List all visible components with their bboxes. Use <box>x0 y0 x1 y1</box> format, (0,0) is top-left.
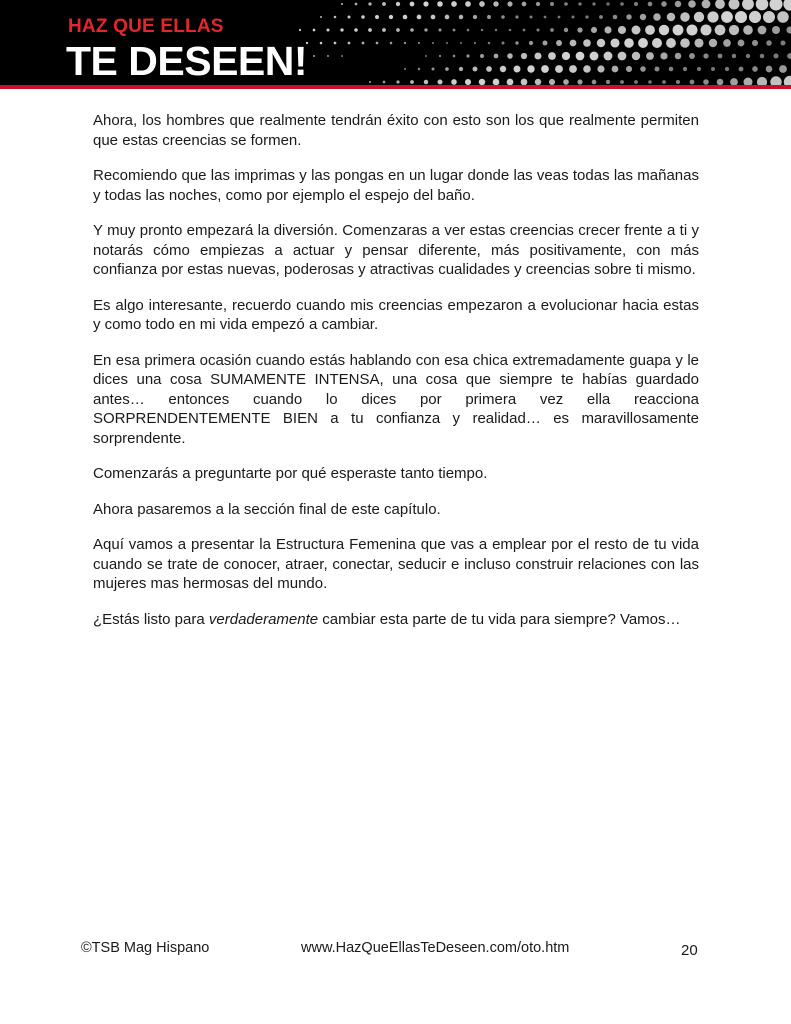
halftone-dot <box>383 81 386 84</box>
halftone-dot <box>362 42 365 45</box>
halftone-dot <box>529 41 533 45</box>
footer-url-link[interactable]: www.HazQueEllasTeDeseen.com/oto.htm <box>301 940 570 956</box>
halftone-dot <box>659 25 669 35</box>
halftone-dot <box>577 79 582 84</box>
halftone-dot <box>453 29 456 32</box>
halftone-dot <box>612 66 619 73</box>
halftone-dot <box>313 29 316 32</box>
closing-text-emphasis: verdaderamente <box>208 610 319 628</box>
halftone-dot <box>425 55 427 57</box>
halftone-dot <box>640 66 646 72</box>
halftone-dot <box>675 1 682 8</box>
halftone-dot <box>774 54 779 59</box>
halftone-dot <box>320 42 323 45</box>
halftone-dot <box>403 15 408 20</box>
halftone-dot <box>459 67 463 71</box>
halftone-dot <box>376 42 379 45</box>
halftone-dot <box>738 40 745 47</box>
halftone-dot <box>431 15 436 20</box>
halftone-dot <box>481 29 483 31</box>
halftone-dot <box>507 53 513 59</box>
halftone-dot <box>760 54 765 59</box>
halftone-dot <box>424 28 427 31</box>
halftone-dot <box>320 16 322 18</box>
halftone-dot <box>694 38 703 47</box>
halftone-dot <box>777 11 789 23</box>
halftone-dot <box>702 0 711 8</box>
halftone-dot <box>618 52 627 61</box>
halftone-dot <box>327 55 329 57</box>
halftone-dot <box>548 52 556 60</box>
halftone-dot <box>472 66 477 71</box>
paragraph: Recomiendo que las imprimas y las pongas en un lugar donde las veas todas las mañanas y todas las noches, como por ejemplo el espejo del baño. <box>93 167 699 204</box>
halftone-dot <box>564 28 568 32</box>
halftone-dot <box>703 53 708 58</box>
halftone-dot <box>620 80 624 84</box>
halftone-dot <box>730 78 738 85</box>
halftone-dot <box>787 53 791 59</box>
halftone-dot <box>746 54 750 58</box>
halftone-dot <box>558 16 561 19</box>
halftone-dot <box>446 42 448 44</box>
halftone-dot <box>613 15 618 20</box>
paragraph: Y muy pronto empezará la diversión. Comenzaras a ver estas creencias crecer frente a ti y notarás cómo empiezas a actuar y pensar diferente, más positivamente, con más confianza por estas nuevas, poderosas y atractivas cualidades y creencias sobre ti mismo. <box>93 222 699 278</box>
halftone-dot <box>784 76 791 85</box>
halftone-dot <box>368 2 371 5</box>
halftone-dot <box>445 67 449 71</box>
page-footer <box>0 940 791 960</box>
footer-copyright: ©TSB Mag Hispano <box>81 940 210 956</box>
halftone-dot <box>624 38 634 48</box>
halftone-dot <box>527 65 534 72</box>
halftone-dot <box>474 42 476 44</box>
halftone-dot <box>732 54 736 58</box>
halftone-dot <box>757 77 767 85</box>
halftone-dot <box>576 52 585 61</box>
halftone-dot <box>763 11 775 23</box>
halftone-dot <box>570 40 577 47</box>
halftone-dot <box>690 80 695 85</box>
halftone-dot <box>675 53 682 60</box>
halftone-dot <box>683 67 687 71</box>
halftone-dot <box>604 26 611 33</box>
halftone-dot <box>689 53 695 59</box>
closing-paragraph <box>93 610 699 630</box>
halftone-dot <box>669 67 674 72</box>
header-red-rule <box>0 85 791 89</box>
halftone-dot <box>369 81 371 83</box>
halftone-dot <box>666 38 676 48</box>
halftone-dot <box>680 38 690 48</box>
halftone-dot <box>578 2 581 5</box>
halftone-dot <box>410 28 414 32</box>
halftone-dot <box>467 29 470 32</box>
halftone-dot <box>341 3 343 5</box>
halftone-dot <box>361 15 365 19</box>
halftone-dot <box>725 67 729 71</box>
halftone-dot <box>634 2 638 6</box>
halftone-dot <box>562 52 570 60</box>
halftone-dot <box>500 66 506 72</box>
closing-text-start: ¿Estás listo para <box>93 610 209 628</box>
halftone-dot <box>591 27 597 33</box>
halftone-dot <box>396 28 400 32</box>
halftone-dot <box>606 2 609 5</box>
halftone-dot <box>432 42 434 44</box>
halftone-dot <box>417 15 422 20</box>
halftone-dot <box>739 67 744 72</box>
halftone-dot <box>610 38 619 47</box>
halftone-dot <box>772 26 780 34</box>
halftone-dot <box>396 2 400 6</box>
halftone-dot <box>715 0 725 9</box>
halftone-dot <box>432 68 435 71</box>
halftone-dot <box>592 2 595 5</box>
halftone-dot <box>703 79 709 85</box>
halftone-dot <box>742 0 754 10</box>
page-number: 20 <box>681 942 698 959</box>
halftone-dot <box>334 42 337 45</box>
halftone-dot <box>368 28 372 32</box>
halftone-dot <box>334 16 337 19</box>
halftone-dot <box>646 52 654 60</box>
halftone-dot <box>758 26 767 35</box>
halftone-dot <box>451 1 457 7</box>
halftone-dot <box>618 26 626 34</box>
halftone-dot <box>744 78 753 86</box>
halftone-dot <box>626 66 632 72</box>
halftone-dot <box>418 68 420 70</box>
halftone-dot <box>715 25 726 36</box>
brand-logo-line1: HAZ QUE ELLAS <box>68 16 224 37</box>
halftone-dot <box>418 42 420 44</box>
halftone-dot <box>583 39 591 47</box>
halftone-dot <box>783 0 791 11</box>
halftone-dot <box>718 54 723 59</box>
halftone-dot <box>780 40 785 45</box>
halftone-dot <box>501 15 505 19</box>
halftone-dot <box>473 15 477 19</box>
halftone-dot <box>786 26 791 33</box>
halftone-dot <box>697 67 701 71</box>
halftone-dot <box>779 65 787 73</box>
halftone-dot <box>480 54 484 58</box>
halftone-dot <box>577 27 582 32</box>
paragraph: Es algo interesante, recuerdo cuando mis creencias empezaron a evolucionar hacia estas y como todo en mi vida empezó a cambiar. <box>93 296 699 333</box>
halftone-dot <box>493 1 498 6</box>
halftone-dot <box>523 29 526 32</box>
halftone-dot <box>326 28 329 31</box>
halftone-dot <box>667 13 675 21</box>
halftone-dot <box>604 52 613 61</box>
paragraph: En esa primera ocasión cuando estás hablando con esa chica extremadamente guapa y le dices una cosa SUMAMENTE INTENSA, una cosa que siempre te habías guardado antes… entonces cuando lo dices por primera vez ella reacciona SORPRENDENTEMENTE BIEN a tu confianza y realidad… es maravillosamente sorprendente. <box>93 351 699 447</box>
halftone-dot <box>424 80 428 84</box>
halftone-dot <box>299 29 301 31</box>
halftone-dot <box>354 28 358 32</box>
halftone-dot <box>437 79 442 84</box>
halftone-dot <box>735 11 747 23</box>
halftone-dot <box>661 1 667 7</box>
halftone-dot <box>599 15 603 19</box>
halftone-dot <box>652 38 662 48</box>
halftone-dot <box>410 80 414 84</box>
halftone-dot <box>752 40 758 46</box>
halftone-dot <box>590 52 599 61</box>
halftone-dot <box>770 76 781 85</box>
paragraph: Ahora, los hombres que realmente tendrán éxito con esto son los que realmente permiten que estas creencias se formen. <box>93 112 699 149</box>
brand-logo-line2: TE DESEEN! <box>66 38 308 84</box>
page-header <box>0 0 791 85</box>
halftone-dot <box>592 80 597 85</box>
closing-text-end: cambiar esta parte de tu vida para siempre? Vamos… <box>318 610 681 628</box>
halftone-dot <box>597 65 604 72</box>
halftone-dot <box>438 28 441 31</box>
halftone-dot <box>569 65 577 73</box>
halftone-dot <box>749 11 761 23</box>
halftone-dot <box>711 67 715 71</box>
halftone-dot <box>479 1 485 7</box>
halftone-dot <box>564 2 568 6</box>
halftone-dot <box>707 11 718 22</box>
halftone-dot <box>341 55 343 57</box>
halftone-dot <box>390 42 393 45</box>
halftone-dot <box>488 42 491 45</box>
halftone-dot <box>521 53 527 59</box>
halftone-dot <box>487 15 491 19</box>
halftone-dot <box>509 29 512 32</box>
halftone-dot <box>662 80 666 84</box>
halftone-dot <box>313 55 315 57</box>
halftone-dot <box>347 15 350 18</box>
halftone-dot <box>445 15 450 20</box>
halftone-dot <box>437 1 443 7</box>
halftone-dot <box>626 14 631 19</box>
halftone-dot <box>340 28 343 31</box>
halftone-dot <box>688 0 696 8</box>
halftone-dot <box>583 65 591 73</box>
halftone-dot <box>494 54 499 59</box>
halftone-dot <box>453 55 456 58</box>
halftone-dot <box>550 28 554 32</box>
halftone-dot <box>680 12 690 22</box>
halftone-dot <box>648 2 653 7</box>
halftone-dot <box>536 28 539 31</box>
halftone-dot <box>389 15 393 19</box>
halftone-dot <box>585 15 588 18</box>
halftone-dot <box>423 1 428 6</box>
halftone-dot <box>766 66 773 73</box>
halftone-dot <box>396 80 399 83</box>
halftone-dot <box>729 25 739 35</box>
halftone-dot <box>653 13 660 20</box>
paragraph: Comenzarás a preguntarte por qué esperaste tanto tiempo. <box>93 465 488 482</box>
halftone-dot <box>550 2 554 6</box>
halftone-dot <box>645 25 655 35</box>
halftone-dot <box>638 38 648 48</box>
halftone-dot <box>632 52 640 60</box>
halftone-dot <box>404 68 406 70</box>
halftone-dot <box>606 80 610 84</box>
halftone-dot <box>534 52 541 59</box>
halftone-dot <box>676 80 680 84</box>
halftone-dot <box>530 16 533 19</box>
halftone-dot <box>460 42 462 44</box>
halftone-dot <box>721 11 733 23</box>
halftone-dot <box>410 2 415 7</box>
halftone-dot <box>459 15 463 19</box>
halftone-dot <box>466 54 469 57</box>
halftone-dot <box>522 2 527 7</box>
halftone-dot <box>382 28 386 32</box>
halftone-dot <box>451 79 457 85</box>
halftone-dot <box>686 24 697 35</box>
halftone-dot <box>632 26 641 35</box>
halftone-dot <box>729 0 740 9</box>
halftone-dot <box>348 42 351 45</box>
halftone-dot <box>514 66 521 73</box>
halftone-dot <box>556 40 562 46</box>
halftone-dot <box>465 1 471 7</box>
halftone-dot <box>694 12 704 22</box>
halftone-dot <box>597 39 605 47</box>
halftone-dot <box>743 25 753 35</box>
halftone-dot <box>752 66 758 72</box>
halftone-dot <box>640 14 646 20</box>
article-body <box>93 111 699 645</box>
halftone-dot <box>495 29 497 31</box>
halftone-dot <box>541 65 549 73</box>
halftone-dot <box>756 0 769 10</box>
halftone-dot <box>555 65 563 73</box>
halftone-dot <box>375 15 379 19</box>
halftone-dot <box>404 42 406 44</box>
halftone-dot <box>655 67 660 72</box>
halftone-dot <box>766 40 772 46</box>
paragraph: Ahora pasaremos a la sección final de este capítulo. <box>93 500 441 518</box>
halftone-dot <box>382 2 386 6</box>
halftone-dot <box>355 3 358 6</box>
halftone-dot <box>544 16 547 19</box>
halftone-dot <box>673 25 684 36</box>
halftone-dot <box>769 0 782 11</box>
halftone-dot <box>536 2 540 6</box>
halftone-dot <box>648 80 652 84</box>
halftone-dot <box>660 52 667 59</box>
halftone-dot <box>700 24 711 35</box>
paragraph: Aquí vamos a presentar la Estructura Femenina que vas a emplear por el resto de tu vida cuando se trate de conocer, atraer, conectar, seducir e incluso construir relaciones con las mujeres mas hermosas del mundo. <box>93 536 699 592</box>
halftone-dot <box>709 39 717 47</box>
halftone-dot <box>543 41 548 46</box>
halftone-dot <box>723 39 731 47</box>
halftone-dot <box>620 2 624 6</box>
halftone-dot <box>515 41 519 45</box>
halftone-dot <box>507 1 512 6</box>
halftone-dot <box>515 15 518 18</box>
halftone-dot <box>486 66 492 72</box>
halftone-dot <box>634 80 638 84</box>
halftone-dot <box>439 55 441 57</box>
halftone-dot <box>572 16 575 19</box>
halftone-dot <box>502 42 505 45</box>
halftone-dot <box>563 79 569 85</box>
